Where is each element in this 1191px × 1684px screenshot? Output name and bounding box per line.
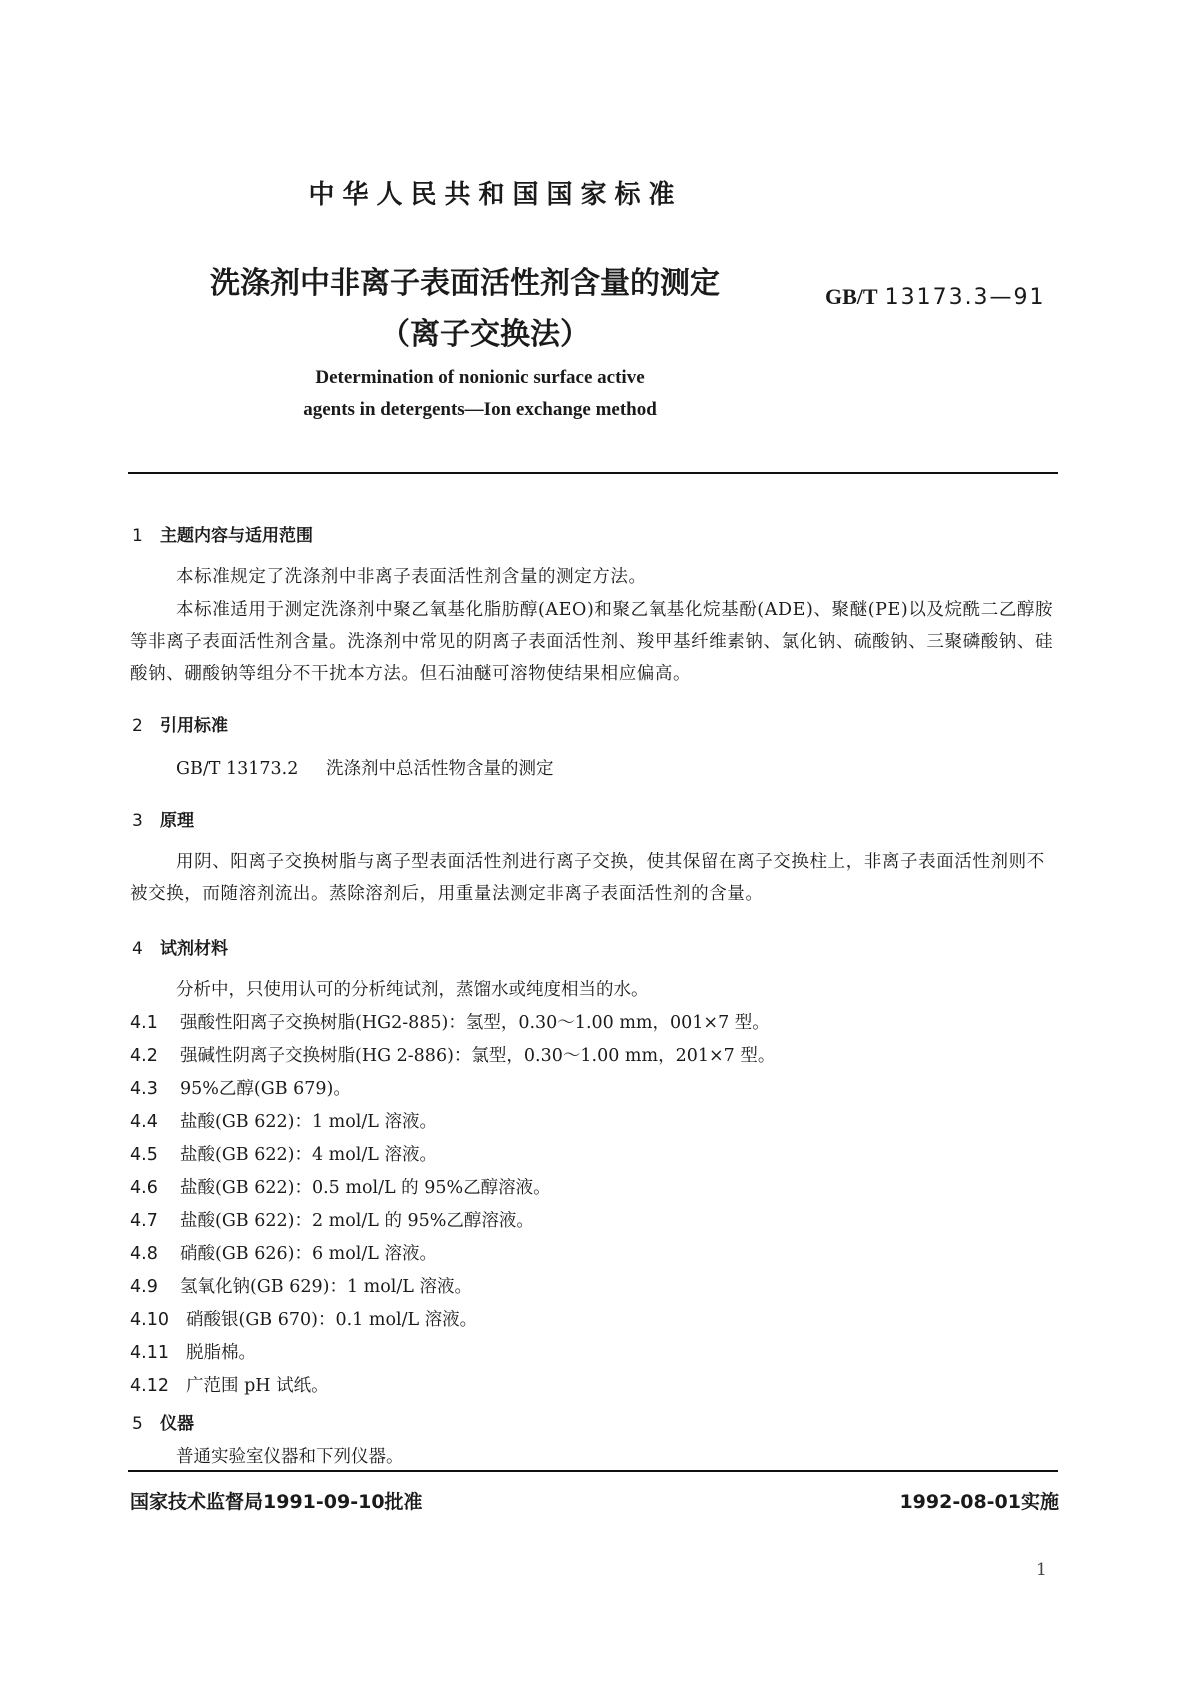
paragraph: 本标准适用于测定洗涤剂中聚乙氧基化脂肪醇(AEO)和聚乙氧基化烷基酚(ADE)、聚醚(PE)以及烷酰二乙醇胺等非离子表面活性剂含量。洗涤剂中常见的阴离子表面活性剂、羧甲基纤维素钠、氯化钠、硫酸钠、三聚磷酸钠、硅酸钠、硼酸钠等组分不干扰本方法。但石油醚可溶物使结果相应偏高。 xyxy=(130,600,1054,684)
item-number: 4.10 xyxy=(130,1310,169,1330)
item-text: 硝酸银(GB 670)：0.1 mol/L 溶液。 xyxy=(186,1310,478,1330)
section-number: 2 xyxy=(132,716,143,736)
standard-code: 13173.3—91 xyxy=(884,285,1046,310)
list-item xyxy=(130,1174,551,1199)
item-number: 4.1 xyxy=(130,1013,158,1033)
item-number: 4.11 xyxy=(130,1343,169,1363)
item-number: 4.8 xyxy=(130,1244,158,1264)
item-number: 4.4 xyxy=(130,1112,158,1132)
footer-divider xyxy=(128,1470,1058,1472)
list-item xyxy=(130,1075,351,1100)
list-item xyxy=(130,1273,472,1298)
header-divider xyxy=(128,472,1058,474)
item-number: 4.9 xyxy=(130,1277,158,1297)
standard-prefix: GB/T xyxy=(825,284,878,309)
item-number: 4.3 xyxy=(130,1079,158,1099)
list-item xyxy=(130,1372,329,1397)
item-text: 盐酸(GB 622)：0.5 mol/L 的 95%乙醇溶液。 xyxy=(180,1178,551,1198)
english-title-line2: agents in detergents—Ion exchange method xyxy=(303,399,657,420)
section-title: 仪器 xyxy=(160,1414,194,1434)
section-title: 引用标准 xyxy=(160,716,228,736)
section-heading-2 xyxy=(132,711,228,736)
reference-standard xyxy=(176,755,554,780)
item-text: 硝酸(GB 626)：6 mol/L 溶液。 xyxy=(180,1244,437,1264)
national-standard-heading: 中华人民共和国国家标准 xyxy=(308,180,683,210)
item-number: 4.2 xyxy=(130,1046,158,1066)
item-text: 95%乙醇(GB 679)。 xyxy=(180,1079,351,1099)
list-item xyxy=(130,1009,770,1034)
paragraph: 分析中，只使用认可的分析纯试剂，蒸馏水或纯度相当的水。 xyxy=(176,980,649,1000)
item-number: 4.6 xyxy=(130,1178,158,1198)
standard-number xyxy=(825,284,1046,310)
reference-title: 洗涤剂中总活性物含量的测定 xyxy=(326,759,554,779)
list-item xyxy=(130,1240,437,1265)
item-text: 盐酸(GB 622)：2 mol/L 的 95%乙醇溶液。 xyxy=(180,1211,534,1231)
section-number: 4 xyxy=(132,939,143,959)
section-title: 主题内容与适用范围 xyxy=(160,526,313,546)
section-number: 5 xyxy=(132,1414,143,1434)
item-text: 强碱性阴离子交换树脂(HG 2-886)：氯型，0.30～1.00 mm，201×7 型。 xyxy=(180,1046,776,1066)
paragraph: 普通实验室仪器和下列仪器。 xyxy=(176,1447,404,1467)
list-item xyxy=(130,1339,256,1364)
item-number: 4.7 xyxy=(130,1211,158,1231)
section-title: 试剂材料 xyxy=(160,939,228,959)
list-item xyxy=(130,1306,477,1331)
section-heading-3 xyxy=(132,806,194,831)
paragraph: 用阴、阳离子交换树脂与离子型表面活性剂进行离子交换，使其保留在离子交换柱上，非离子表面活性剂则不被交换，而随溶剂流出。蒸除溶剂后，用重量法测定非离子表面活性剂的含量。 xyxy=(130,852,1045,904)
item-text: 广范围 pH 试纸。 xyxy=(186,1376,329,1396)
item-number: 4.12 xyxy=(130,1376,169,1396)
approval-date: 国家技术监督局1991-09-10批准 xyxy=(130,1491,423,1513)
document-subtitle: （离子交换法） xyxy=(380,317,590,352)
item-text: 强酸性阳离子交换树脂(HG2-885)：氢型，0.30～1.00 mm，001×7 型。 xyxy=(180,1013,770,1033)
section-number: 3 xyxy=(132,811,143,831)
page-number: 1 xyxy=(1036,1560,1047,1580)
section-heading-5 xyxy=(132,1409,194,1434)
item-number: 4.5 xyxy=(130,1145,158,1165)
item-text: 盐酸(GB 622)：1 mol/L 溶液。 xyxy=(180,1112,437,1132)
list-item xyxy=(130,1108,437,1133)
list-item xyxy=(130,1207,534,1232)
paragraph: 本标准规定了洗涤剂中非离子表面活性剂含量的测定方法。 xyxy=(176,567,647,587)
item-text: 脱脂棉。 xyxy=(186,1343,256,1363)
section-heading-1 xyxy=(132,521,313,546)
item-text: 氢氧化钠(GB 629)：1 mol/L 溶液。 xyxy=(180,1277,472,1297)
document-title: 洗涤剂中非离子表面活性剂含量的测定 xyxy=(210,266,720,301)
reference-code: GB/T 13173.2 xyxy=(176,759,299,779)
section-heading-4 xyxy=(132,934,228,959)
effective-date: 1992-08-01实施 xyxy=(899,1491,1059,1513)
item-text: 盐酸(GB 622)：4 mol/L 溶液。 xyxy=(180,1145,437,1165)
english-title-line1: Determination of nonionic surface active xyxy=(315,367,645,388)
section-title: 原理 xyxy=(160,811,194,831)
list-item xyxy=(130,1042,775,1067)
section-number: 1 xyxy=(132,526,143,546)
list-item xyxy=(130,1141,437,1166)
